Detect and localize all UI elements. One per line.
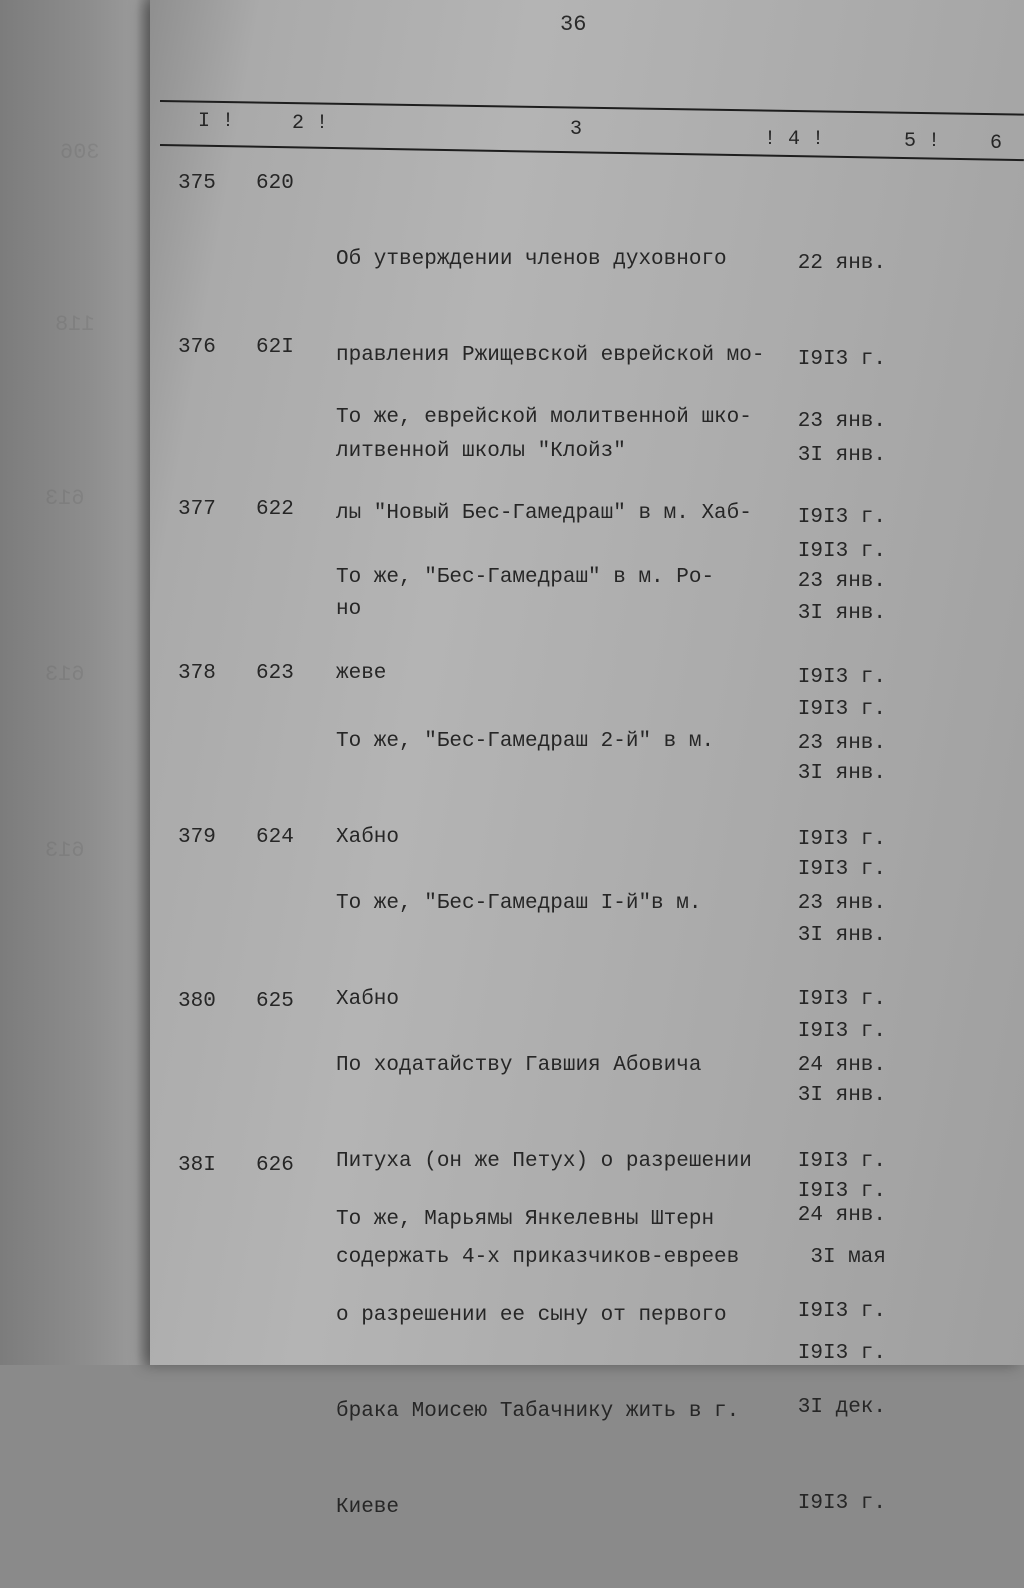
description-line: Питуха (он же Петух) о разрешении: [336, 1150, 752, 1173]
bleed-through-mark: 613: [45, 662, 85, 687]
description-line: правления Ржищевской еврейской мо-: [336, 344, 765, 367]
description-line: Киеве: [336, 1496, 400, 1519]
description-line: По ходатайству Гавшия Абовича: [336, 1054, 702, 1077]
entry-number: 375: [178, 172, 216, 195]
entry-dates: [776, 1136, 886, 1584]
description-line: Об утверждении членов духовного: [336, 248, 727, 271]
date-line: 3I янв.: [797, 444, 886, 467]
description-line: литвенной школы "Клойз": [336, 440, 626, 463]
date-line: I9I3 г.: [797, 540, 886, 563]
description-line: жеве: [336, 662, 387, 685]
description-line: То же, "Бес-Гамедраш I-й"в м.: [336, 892, 702, 915]
file-number: 62I: [256, 336, 294, 359]
date-line: 23 янв.: [797, 732, 886, 755]
date-line: 3I янв.: [797, 1084, 886, 1107]
date-line: I9I3 г.: [797, 1020, 886, 1043]
date-line: I9I3 г.: [797, 1180, 886, 1203]
date-line: 3I янв.: [797, 924, 886, 947]
description-line: о разрешении ее сыну от первого: [336, 1304, 727, 1327]
entry-number: 379: [178, 826, 216, 849]
date-line: 3I мая: [810, 1246, 886, 1269]
header-col-1: I !: [198, 110, 235, 133]
date-line: 23 янв.: [797, 892, 886, 915]
date-line: 3I янв.: [797, 602, 886, 625]
entry-description: [336, 1140, 776, 1588]
bleed-through-mark: 306: [60, 140, 100, 165]
header-col-5: 5 !: [904, 130, 941, 153]
date-line: I9I3 г.: [797, 858, 886, 881]
bleed-through-mark: 613: [45, 838, 85, 863]
description-line: содержать 4-х приказчиков-евреев: [336, 1246, 740, 1269]
header-col-6: 6: [990, 132, 1003, 155]
file-number: 626: [256, 1154, 294, 1177]
date-line: I9I3 г.: [797, 1492, 886, 1515]
description-line: Хабно: [336, 826, 400, 849]
file-number: 622: [256, 498, 294, 521]
date-line: I9I3 г.: [797, 666, 886, 689]
date-line: 24 янв.: [797, 1204, 886, 1227]
file-number: 623: [256, 662, 294, 685]
bleed-through-mark: 118: [55, 312, 95, 337]
description-line: Хабно: [336, 988, 400, 1011]
date-line: 3I янв.: [797, 762, 886, 785]
header-col-4: ! 4 !: [764, 128, 825, 151]
description-line: брака Моисею Табачнику жить в г.: [336, 1400, 740, 1423]
header-col-3: 3: [570, 118, 583, 141]
entry-number: 376: [178, 336, 216, 359]
date-line: 23 янв.: [797, 570, 886, 593]
date-line: I9I3 г.: [797, 988, 886, 1011]
description-line: лы "Новый Бес-Гамедраш" в м. Хаб-: [336, 502, 752, 525]
entry-number: 377: [178, 498, 216, 521]
date-line: I9I3 г.: [797, 698, 886, 721]
description-line: но: [336, 598, 362, 621]
date-line: I9I3 г.: [797, 1342, 886, 1365]
date-line: I9I3 г.: [797, 828, 886, 851]
description-line: То же, "Бес-Гамедраш 2-й" в м.: [336, 730, 715, 753]
entry-number: 380: [178, 990, 216, 1013]
date-line: I9I3 г.: [797, 348, 886, 371]
file-number: 624: [256, 826, 294, 849]
header-col-2: 2 !: [292, 112, 329, 135]
entry-number: 38I: [178, 1154, 216, 1177]
date-line: I9I3 г.: [797, 1150, 886, 1173]
description-line: То же, "Бес-Гамедраш" в м. Ро-: [336, 566, 715, 589]
description-line: То же, еврейской молитвенной шко-: [336, 406, 752, 429]
file-number: 625: [256, 990, 294, 1013]
bleed-through-mark: 613: [45, 486, 85, 511]
date-line: 3I дек.: [797, 1396, 886, 1419]
page-number: 36: [560, 12, 587, 37]
date-line: 23 янв.: [797, 410, 886, 433]
date-line: I9I3 г.: [797, 506, 886, 529]
date-line: 22 янв.: [797, 252, 886, 275]
file-number: 620: [256, 172, 294, 195]
entry-number: 378: [178, 662, 216, 685]
date-line: 24 янв.: [797, 1054, 886, 1077]
description-line: То же, Марьямы Янкелевны Штерн: [336, 1208, 715, 1231]
date-line: I9I3 г.: [797, 1300, 886, 1323]
